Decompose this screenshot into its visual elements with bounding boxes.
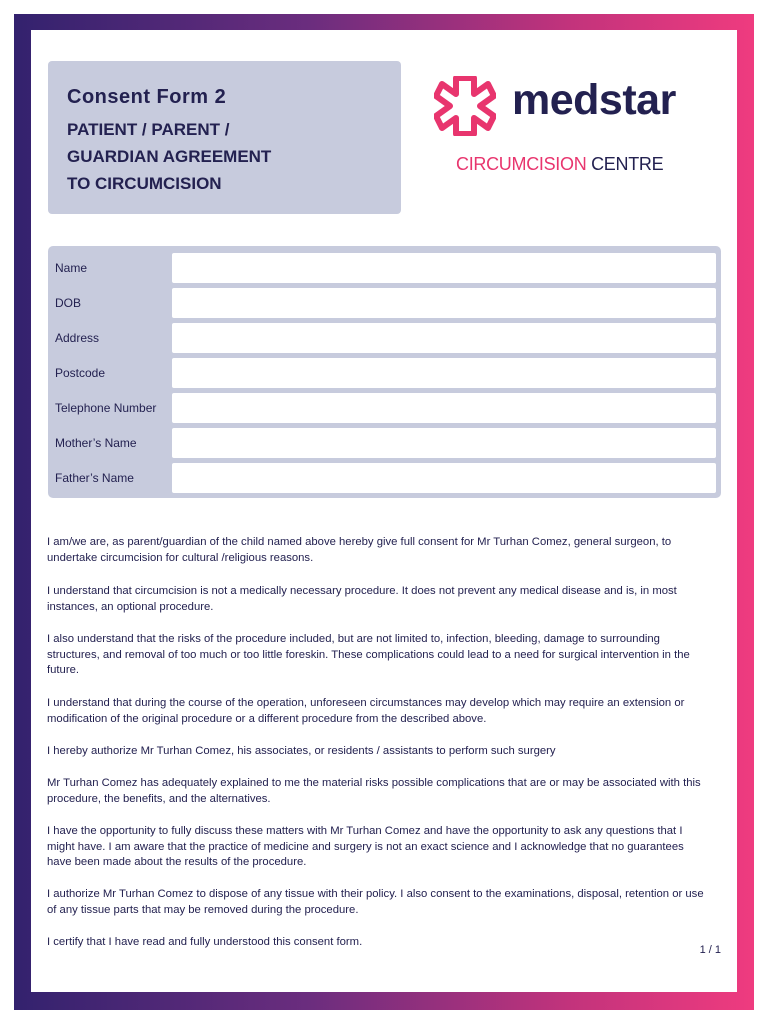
mothers-name-field[interactable] (172, 428, 716, 458)
subtitle-highlight: CIRCUMCISION (456, 154, 587, 174)
medstar-logo (434, 76, 714, 136)
centre-subtitle (456, 154, 663, 175)
title-panel (48, 61, 401, 214)
consent-paragraph-5: I hereby authorize Mr Turhan Comez, his associates, or residents / assistants to perform such surgery (47, 745, 556, 757)
consent-paragraph-2: I understand that circumcision is not a medically necessary procedure. It does not prevent any medical disease and is, in most instances, an optional procedure. (47, 585, 677, 613)
address-label: Address (55, 331, 100, 345)
subtitle-rest: CENTRE (586, 154, 664, 174)
telephone-label: Telephone Number (55, 401, 157, 415)
consent-paragraph-1: I am/we are, as parent/guardian of the child named above hereby give full consent for Mr Turhan Comez, general surgeon, to undertake circumcision for cultural /religious reasons. (47, 536, 672, 564)
mothers-name-label: Mother’s Name (55, 436, 137, 450)
dob-field[interactable] (172, 288, 716, 318)
brand-name: medstar (512, 76, 676, 124)
patient-details-panel (48, 246, 721, 498)
telephone-field[interactable] (172, 393, 716, 423)
fathers-name-field[interactable] (172, 463, 716, 493)
medical-cross-icon (434, 76, 496, 136)
postcode-field[interactable] (172, 358, 716, 388)
consent-form-page (31, 30, 737, 992)
consent-paragraph-6: Mr Turhan Comez has adequately explained to me the material risks possible complications that are or may be associated with this procedure, the benefits, and the alternatives. (47, 777, 701, 805)
form-title-line-2: GUARDIAN AGREEMENT (67, 147, 272, 166)
consent-paragraph-9: I certify that I have read and fully understood this consent form. (47, 936, 363, 948)
name-label: Name (55, 261, 88, 275)
consent-paragraph-8: I authorize Mr Turhan Comez to dispose of any tissue with their policy. I also consent to the examinations, disposal, retention or use of any tissue parts that may be removed during the procedure. (47, 888, 704, 916)
form-number: Consent Form 2 (67, 86, 227, 108)
fathers-name-label: Father’s Name (55, 471, 134, 485)
postcode-label: Postcode (55, 366, 106, 380)
dob-label: DOB (55, 296, 82, 310)
consent-paragraph-7: I have the opportunity to fully discuss these matters with Mr Turhan Comez and have the opportunity to ask any questions that I might have. I am aware that the practice of medicine and surgery is not an exact science and I acknowledge that no guarantees have been made about the results of the procedure. (47, 825, 684, 868)
form-title-line-3: TO CIRCUMCISION (67, 174, 222, 193)
address-field[interactable] (172, 323, 716, 353)
consent-paragraph-3: I also understand that the risks of the procedure included, but are not limited to, infection, bleeding, damage to surrounding structures, and removal of too much or too little foreskin. These complications could lead to a need for surgical intervention in the future. (47, 633, 690, 676)
form-title-line-1: PATIENT / PARENT / (67, 120, 230, 139)
consent-paragraph-4: I understand that during the course of the operation, unforeseen circumstances may develop which may require an extension or modification of the original procedure or a different procedure from the described above. (47, 697, 685, 725)
page-number: 1 / 1 (699, 944, 721, 956)
name-field[interactable] (172, 253, 716, 283)
